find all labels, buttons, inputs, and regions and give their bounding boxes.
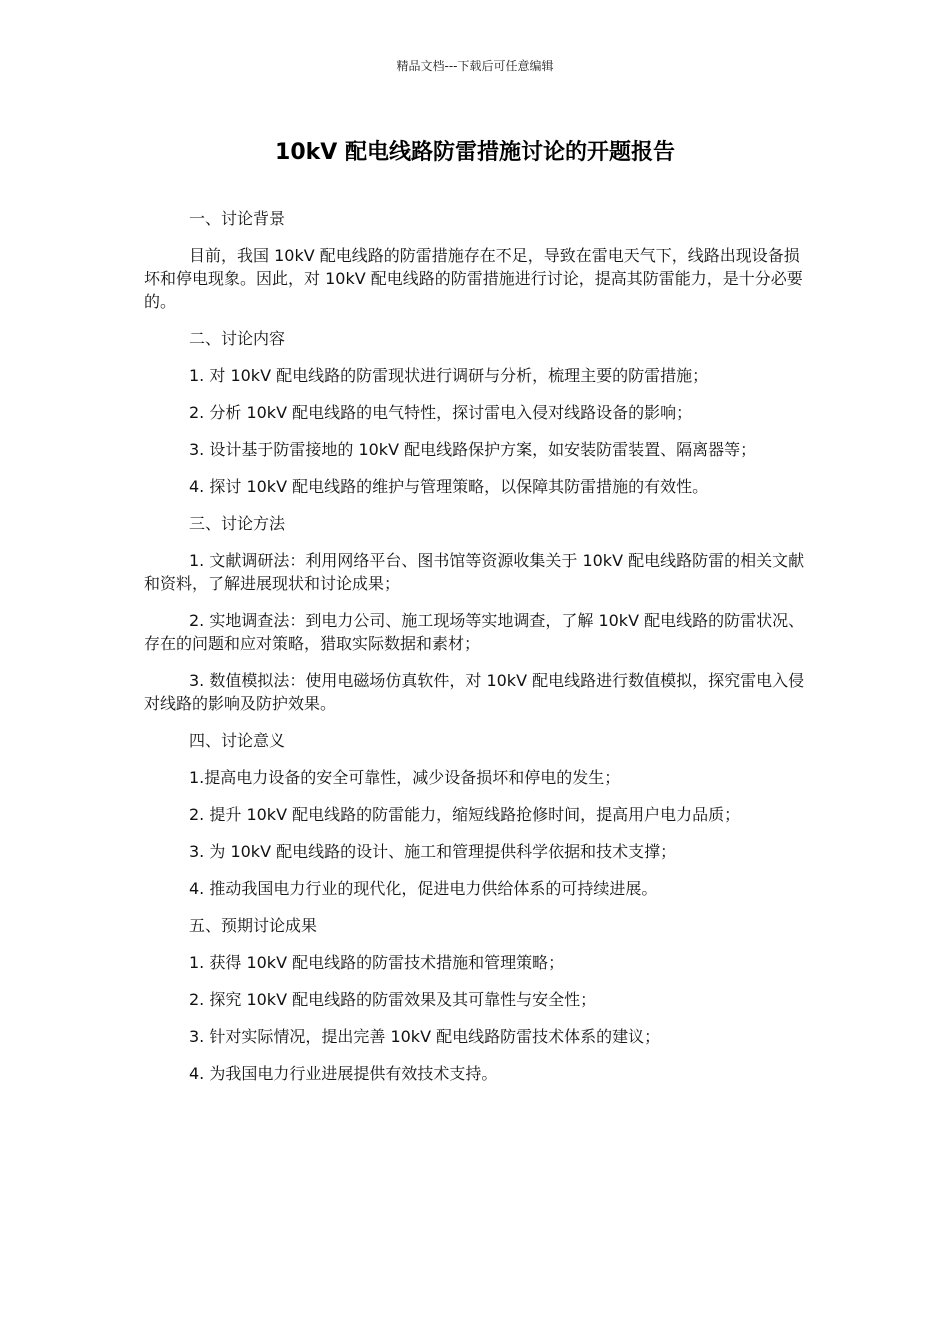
section-paragraph: 目前，我国 10kV 配电线路的防雷措施存在不足，导致在雷电天气下，线路出现设备损坏和停电现象。因此，对 10kV 配电线路的防雷措施进行讨论，提高其防雷能力，是十分必要的。	[144, 246, 803, 311]
section-heading-expected-results: 五、预期讨论成果	[189, 916, 318, 935]
section-list-item: 3. 针对实际情况，提出完善 10kV 配电线路防雷技术体系的建议；	[189, 1027, 661, 1046]
section-list-item: 1.提高电力设备的安全可靠性，减少设备损坏和停电的发生；	[189, 768, 621, 787]
document-title: 10kV 配电线路防雷措施讨论的开题报告	[275, 140, 675, 165]
section-list-item: 1. 对 10kV 配电线路的防雷现状进行调研与分析，梳理主要的防雷措施；	[189, 366, 709, 385]
section-list-item: 3. 为 10kV 配电线路的设计、施工和管理提供科学依据和技术支撑；	[189, 842, 677, 861]
document-body	[144, 207, 808, 1099]
section-heading-significance: 四、讨论意义	[189, 731, 286, 750]
section-list-item: 4. 为我国电力行业进展提供有效技术支持。	[189, 1064, 498, 1083]
page-header: 精品文档---下载后可任意编辑	[396, 59, 554, 73]
section-list-item: 1. 获得 10kV 配电线路的防雷技术措施和管理策略；	[189, 953, 565, 972]
section-heading-background: 一、讨论背景	[189, 209, 286, 228]
section-list-item: 2. 提升 10kV 配电线路的防雷能力，缩短线路抢修时间，提高用户电力品质；	[189, 805, 741, 824]
section-list-item: 4. 探讨 10kV 配电线路的维护与管理策略，以保障其防雷措施的有效性。	[189, 477, 709, 496]
section-list-item: 3. 设计基于防雷接地的 10kV 配电线路保护方案，如安装防雷装置、隔离器等；	[189, 440, 757, 459]
section-list-item: 2. 分析 10kV 配电线路的电气特性，探讨雷电入侵对线路设备的影响；	[189, 403, 693, 422]
section-list-item: 2. 实地调查法：到电力公司、施工现场等实地调查，了解 10kV 配电线路的防雷状况、存在的问题和应对策略，猎取实际数据和素材；	[144, 611, 805, 653]
section-heading-content: 二、讨论内容	[189, 329, 286, 348]
section-heading-methods: 三、讨论方法	[189, 514, 286, 533]
section-list-item: 4. 推动我国电力行业的现代化，促进电力供给体系的可持续进展。	[189, 879, 658, 898]
section-list-item: 1. 文献调研法：利用网络平台、图书馆等资源收集关于 10kV 配电线路防雷的相关文献和资料，了解进展现状和讨论成果；	[144, 551, 805, 593]
section-list-item: 3. 数值模拟法：使用电磁场仿真软件，对 10kV 配电线路进行数值模拟，探究雷电入侵对线路的影响及防护效果。	[144, 671, 805, 713]
section-list-item: 2. 探究 10kV 配电线路的防雷效果及其可靠性与安全性；	[189, 990, 597, 1009]
